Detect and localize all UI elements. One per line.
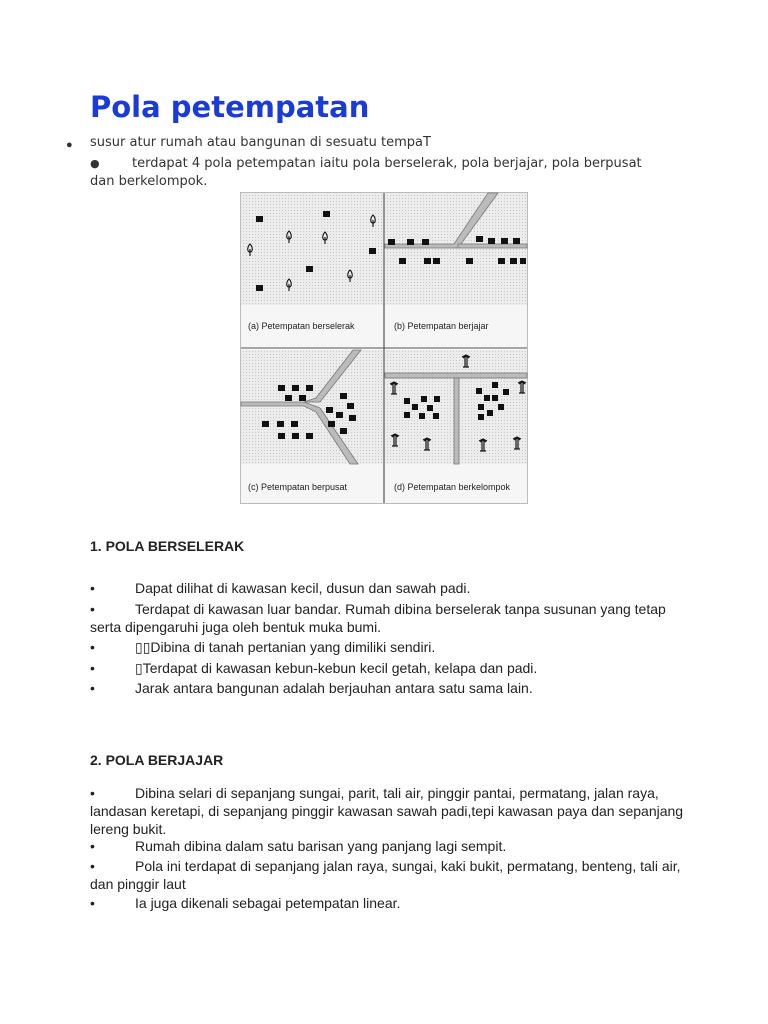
list-item: • Dibina selari di sepanjang sungai, parit, tali air, pinggir pantai, permatang, jalan raya, landasan keretapi, di sepanjang pinggir kawasan sawah padi,tepi kawasan paya dan sepanjang lereng bukit. [90, 785, 684, 837]
panel-b-label: (b) Petempatan berjajar [394, 321, 489, 331]
intro-bullet: susur atur rumah atau bangunan di sesuatu tempaT [90, 135, 431, 150]
list-item: • Pola ini terdapat di sepanjang jalan raya, sungai, kaki bukit, permatang, benteng, tali air, dan pinggir laut [90, 858, 681, 892]
list-item-text: Pola ini terdapat di sepanjang jalan raya, sungai, kaki bukit, permatang, benteng, tali air, dan pinggir laut [90, 858, 681, 892]
list-item-text: Dibina selari di sepanjang sungai, parit, tali air, pinggir pantai, permatang, jalan raya, landasan keretapi, di sepanjang pinggir kawasan sawah padi,tepi kawasan paya dan sepanjang lereng bukit. [90, 785, 684, 837]
panel-d-label: (d) Petempatan berkelompok [394, 482, 511, 492]
list-item: • Ia juga dikenali sebagai petempatan linear. [90, 895, 401, 911]
list-item-text: ▯Terdapat di kawasan kebun-kebun kecil getah, kelapa dan padi. [135, 660, 538, 676]
list-item-text: Rumah dibina dalam satu barisan yang panjang lagi sempit. [135, 838, 507, 854]
list-item: • Terdapat di kawasan luar bandar. Rumah dibina berselerak tanpa susunan yang tetap serta dipengaruhi juga oleh bentuk muka bumi. [90, 601, 666, 635]
list-item-text: Terdapat di kawasan luar bandar. Rumah dibina berselerak tanpa susunan yang tetap serta dipengaruhi juga oleh bentuk muka bumi. [90, 601, 666, 635]
list-item: • Jarak antara bangunan adalah berjauhan antara satu sama lain. [90, 680, 533, 696]
list-item: • Dapat dilihat di kawasan kecil, dusun dan sawah padi. [90, 580, 471, 596]
list-item: • ▯▯Dibina di tanah pertanian yang dimiliki sendiri. [90, 639, 436, 655]
intro-sub-bullet: ● terdapat 4 pola petempatan iaitu pola berselerak, pola berjajar, pola berpusat dan berkelompok. [90, 156, 642, 189]
page-title: Pola petempatan [90, 90, 370, 124]
section-heading-berselerak: 1. POLA BERSELERAK [90, 538, 245, 554]
list-item: • ▯Terdapat di kawasan kebun-kebun kecil getah, kelapa dan padi. [90, 660, 538, 676]
bullet-dot: ● [66, 139, 73, 151]
panel-a-label: (a) Petempatan berselerak [248, 321, 355, 331]
list-item: • Rumah dibina dalam satu barisan yang panjang lagi sempit. [90, 838, 507, 854]
panel-c-label: (c) Petempatan berpusat [248, 482, 348, 492]
settlement-patterns-figure [240, 192, 528, 504]
list-item-text: Jarak antara bangunan adalah berjauhan antara satu sama lain. [135, 680, 533, 696]
list-item-text: Dapat dilihat di kawasan kecil, dusun dan sawah padi. [135, 580, 471, 596]
list-item-text: Ia juga dikenali sebagai petempatan linear. [135, 895, 401, 911]
intro-sub-bullet-text: terdapat 4 pola petempatan iaitu pola berselerak, pola berjajar, pola berpusat dan berkelompok. [90, 156, 642, 189]
list-item-text: ▯▯Dibina di tanah pertanian yang dimiliki sendiri. [135, 639, 436, 655]
section-heading-berjajar: 2. POLA BERJAJAR [90, 752, 224, 768]
